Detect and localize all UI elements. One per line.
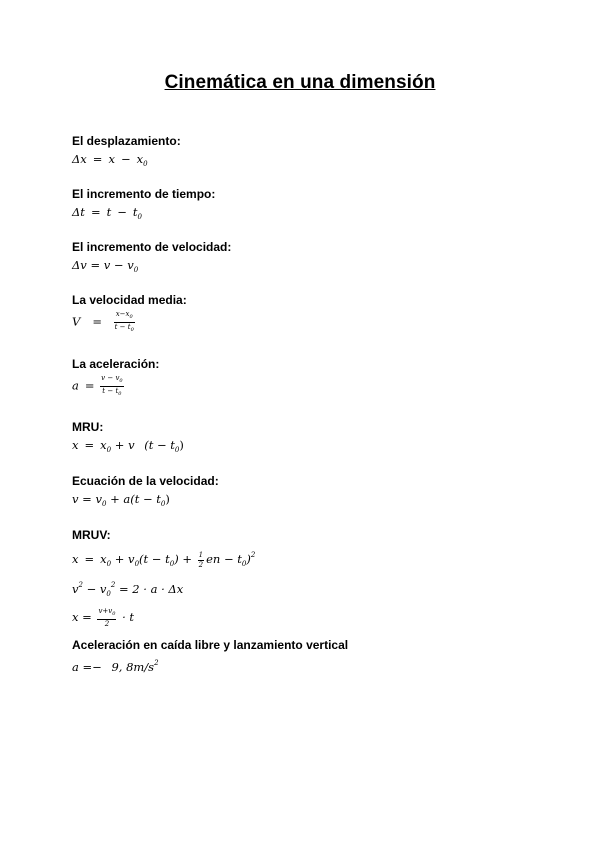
section-time-increment [72,187,215,226]
section-displacement [72,134,181,173]
heading-acceleration: La aceleración: [72,357,160,371]
fraction-mean-velocity: $\frac{x-x_0}{t - t_0}$ [114,310,134,333]
section-velocity-increment [72,240,231,279]
equation-acceleration: a = $\frac{v - v_0}{t - t_0}$ [72,374,123,397]
heading-mru: MRU: [72,420,104,434]
section-mru [72,420,184,459]
equation-mruv-position: $x = x_0 + v_0(t - t_0)$ + $\frac{1}{2}$ en − $t_0)^2$ [72,550,256,569]
heading-time-increment: El incremento de tiempo: [72,187,216,201]
equation-time-increment: $\Delta t = t - t_0$ [72,205,142,221]
section-velocity-equation [72,474,219,513]
equation-velocity-increment: $\Delta v = v - v_0$ [72,258,139,274]
section-acceleration [72,357,159,399]
equation-mruv-velocity-squared: $v^2 - v_0^2 = 2 \cdot a \cdot \Delta x$ [72,581,184,598]
section-mruv [72,528,255,629]
section-free-fall [72,638,348,676]
equation-velocity: $v = v_0 + a(t - t_0)$ [72,492,170,508]
fraction-acceleration: $\frac{v - v_0}{t - t_0}$ [101,374,123,397]
equation-displacement: $\Delta x = x - x_0$ [72,152,148,168]
heading-displacement: El desplazamiento: [72,134,181,148]
section-mean-velocity [72,293,187,335]
equation-free-fall: a =− 9, $8m/s^2$ [72,659,159,674]
equation-mean-velocity: V = $\frac{x-x_0}{t - t_0}$ [72,310,134,333]
fraction-mruv-mean: $\frac{v+v_0}{2}$ [98,607,116,628]
heading-free-fall: Aceleración en caída libre y lanzamiento vertical [72,638,349,652]
heading-mean-velocity: La velocidad media: [72,293,187,307]
page-title: Cinemática en una dimensión [164,72,436,93]
fraction-one-half: $\frac{1}{2}$ [198,550,204,569]
heading-velocity-increment: El incremento de velocidad: [72,240,232,254]
heading-velocity-equation: Ecuación de la velocidad: [72,474,219,488]
heading-mruv: MRUV: [72,528,111,542]
equation-mru: $x = x_0 + v$ $(t - t_0)$ [72,438,184,454]
equation-mruv-mean: x = $\frac{v+v_0}{2}$ · t [72,607,135,628]
